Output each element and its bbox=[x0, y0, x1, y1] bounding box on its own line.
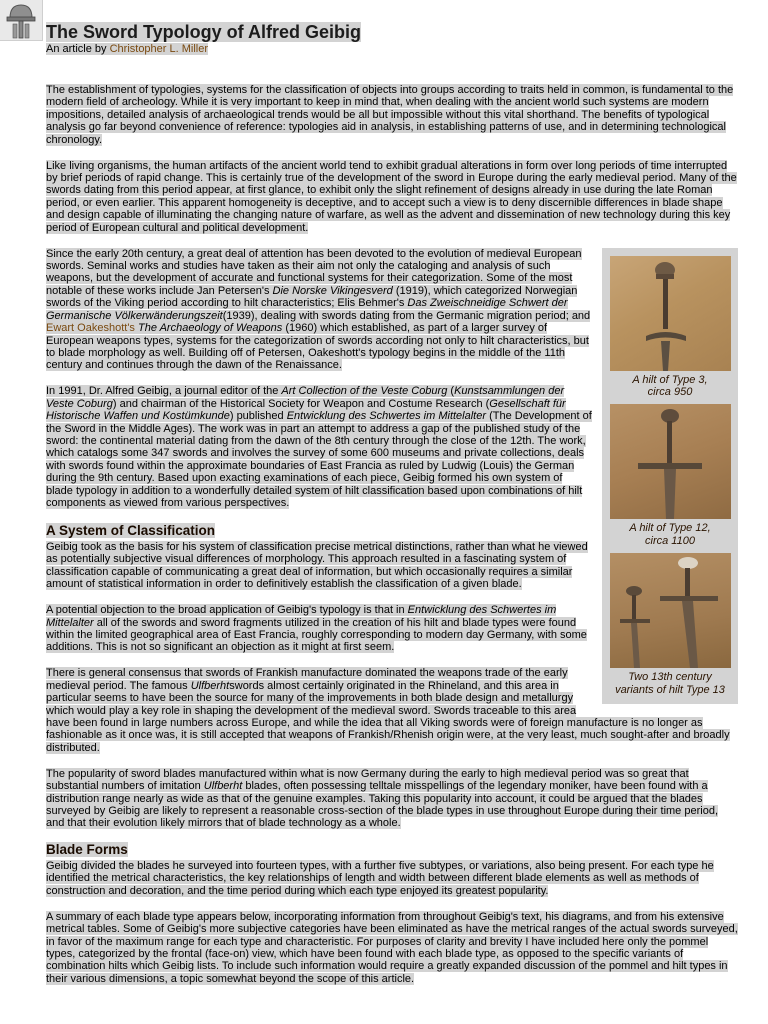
helmet-logo-icon bbox=[0, 0, 42, 40]
figure-type3 bbox=[602, 256, 738, 399]
heading-system-of-classification: A System of Classification bbox=[46, 522, 216, 538]
hilt-type12-photo bbox=[610, 404, 731, 519]
paragraph-frankish-manufacture: There is general consensus that swords of Frankish manufacture dominated the weapons trade of the early medieval period. The famous Ulfberhtswords almost certainly originated in the Rhineland, and this area in particular seems to have been the source for many of the improvements in both blade design and metallurgy which would play a key role in shaping the development of the medieval sword. Swords traceable to this area have been found in large numbers across Europe, and while the idea that all Viking swords were of foreign manufacture is no longer as fashionable as it once was, it is still accepted that weapons of Frankish/Rhenish origin were, at the very least, much sought-after and broadly distributed. bbox=[46, 667, 730, 754]
caption-type13: Two 13th century variants of hilt Type 13 bbox=[615, 671, 725, 696]
byline-prefix: An article by bbox=[46, 43, 107, 55]
paragraph-fourteen-types: Geibig divided the blades he surveyed into fourteen types, with a further five subtypes, or variations, also being present. For each type he identified the metrical characteristics, the key relationships of length and width between different blade elements as well as methods of construction and decoration, and the time period during which each type enjoyed its greatest popularity. bbox=[46, 859, 714, 897]
figure-type12 bbox=[602, 404, 738, 547]
paragraph-geibig-1991: In 1991, Dr. Alfred Geibig, a journal editor of the Art Collection of the Veste Coburg (Kunstsammlungen der Veste Coburg) and chairman of the Historical Society for Weapon and Costume Research (Gesellschaft für Historische Waffen und Kostümkunde) published Entwicklung des Schwertes im Mittelalter (The Development of the Sword in the Middle Ages). The work was in part an attempt to address a gap of the published study of the sword: the continental material dating from the dawn of the 8th century through the close of the 12th. The work, which catalogs some 347 swords and involves the survey of some 600 museums and private collections, deals with swords found within the approximate boundaries of East Francia as ruled by Ludwig (Louis) the German during the 9th century. Based upon exacting examinations of each piece, Geibig formed his own system of blade typology in addition to a wonderfully detailed system of hilt classification based upon combinations of hilt components as viewed from various perspectives. bbox=[46, 385, 592, 509]
byline bbox=[46, 43, 746, 56]
paragraph-seminal-works: Since the early 20th century, a great deal of attention has been devoted to the evolution of medieval European swords. Seminal works and studies have taken as their aim not only the cataloging and analysis of such weapons, but the development of accurate and functional systems for their categorization. Some of the most notable of these works include Jan Petersen's Die Norske Vikingesverd (1919), which categorized Norwegian swords of the Viking period according to hilt characteristics; Elis Behmer's Das Zweischneidige Schwert der Germanische Völkerwänderungszeit(1939), dealing with swords dating from the Germanic migration period; and Ewart Oakeshott's The Archaeology of Weapons (1960) which established, as part of a larger survey of European weapons types, systems for the categorization of swords according not only to hilt characteristics, but to blade morphology as well. Building off of Petersen, Oakeshott's typology begins in the middle of the 11th century and continues through the dawn of the Renaissance. bbox=[46, 247, 591, 372]
paragraph-organisms: Like living organisms, the human artifacts of the ancient world tend to exhibit gradual alterations in form over long periods of time interrupted by brief periods of rapid change. This is certainly true of the development of the sword in Europe during the early medieval period. Many of the swords dating from this period appear, at first glance, to exhibit only the slight refinement of designs already in use during the late Roman period, or even earlier. This apparent homogeneity is deceptive, and to accept such a view is to deny discernible differences in blade shape and design capable of illuminating the changing nature of warfare, as well as the advent and dissemination of new technology during this key period of European cultural and political development. bbox=[46, 159, 737, 234]
caption-type12: A hilt of Type 12, circa 1100 bbox=[629, 522, 711, 547]
oakeshott-link[interactable]: Ewart Oakeshott's bbox=[46, 322, 135, 335]
heading-blade-forms: Blade Forms bbox=[46, 841, 128, 857]
author-link[interactable]: Christopher L. Miller bbox=[109, 43, 209, 55]
hilt-type3-photo bbox=[610, 256, 731, 371]
caption-type3: A hilt of Type 3, circa 950 bbox=[632, 373, 708, 399]
paragraph-objection: A potential objection to the broad application of Geibig's typology is that in Entwicklung des Schwertes im Mittelalter all of the swords and sword fragments utilized in the creation of his hilt and blade types were found within the limited geographical area of East Francia, roughly corresponding to modern day Germany, with some additions. This is not so significant an objection as it might at first seem. bbox=[46, 604, 587, 654]
paragraph-intro: The establishment of typologies, systems for the classification of objects into groups according to traits held in common, is fundamental to the modern field of archeology. While it is very important to keep in mind that, when dealing with the ancient world such systems are modern impositions, detailed analysis of archaeological trends would be all but impossible without this vital shorthand. The benefits of typological analysis go far beyond convenience of reference: typologies aid in analysis, in establishing patterns of use, and in determining technological chronology. bbox=[46, 84, 734, 146]
site-logo[interactable] bbox=[0, 0, 43, 41]
paragraph-metrical-basis: Geibig took as the basis for his system of classification precise metrical distinctions, rather than what he viewed as potentially subjective visual differences of morphology. This approach resulted in a fascinating system of classification capable of communicating a great deal of information, but which occasionally requires a similar amount of statistical information in order to definitively establish the classification of a given blade. bbox=[46, 540, 588, 591]
figure-column bbox=[602, 248, 738, 704]
article-body bbox=[46, 84, 738, 999]
hilt-type13-photo bbox=[610, 553, 731, 668]
article-header bbox=[46, 22, 746, 56]
page-title: The Sword Typology of Alfred Geibig bbox=[46, 22, 361, 42]
paragraph-popularity: The popularity of sword blades manufactured within what is now Germany during the early to high medieval period was so great that substantial numbers of imitation Ulfberht blades, often possessing telltale misspellings of the legendary moniker, have been found with a distribution range nearly as wide as that of the genuine examples. Taking this popularity into account, it could be argued that the blades surveyed by Geibig are likely to represent a reasonable cross-section of the blade types in use throughout Europe during their time period, and that their evolution likely mirrors that of blade technology as a whole. bbox=[46, 767, 718, 830]
figure-type13 bbox=[602, 553, 738, 696]
paragraph-summary: A summary of each blade type appears below, incorporating information from throughout Geibig's text, his diagrams, and from his extensive metrical tables. Some of Geibig's more subjective categories have been eliminated as have the metrical ranges of the actual swords surveyed, in favor of the maximum range for each type and characteristic. For purposes of clarity and brevity I have included here only the pommel types, categorized by the frontal (face-on) view, which have been found with each blade type, as opposed to the specific variants of combination hilts which Geibig lists. To include such information would require a greatly expanded discussion of the pommel and hilt types in their various dimensions, a topic somewhat beyond the scope of this article. bbox=[46, 910, 738, 985]
